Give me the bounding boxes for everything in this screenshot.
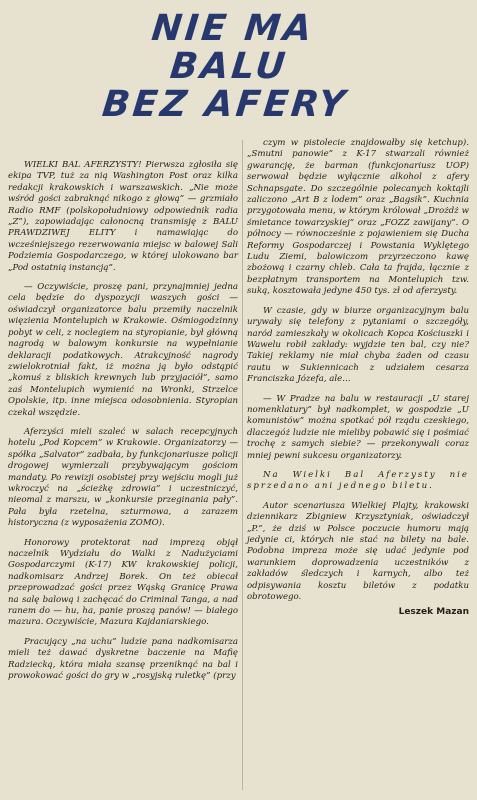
paragraph: W czasie, gdy w biurze organizacyjnym balu urywały się telefony z pytaniami o szczegóły, naród zamieszkały w okolicach Kopca Kościuszki i Wawelu robił zakłady: wyjdzie ten bal, czy nie? Takiej reklamy nie miał chyba żaden od czasu rautu w Sukiennicach z udziałem cesarza Franciszka Józefa, ale... bbox=[247, 305, 469, 385]
headline-line-3: BEZ AFERY bbox=[100, 84, 350, 125]
paragraph: Autor scenariusza Wielkiej Plajty, krakowski dziennikarz Zbigniew Krzysztyniak, oświadczył „P.”, że dziś w Polsce poczucie humoru mają jedynie ci, których nie stać na bilety na bale. Podobna impreza może się udać jedynie pod warunkiem doprowadzenia uczestników z zakładów śledczych i karnych, albo też odpisywania kosztu biletów z podatku obrotowego. bbox=[247, 500, 469, 603]
column-divider bbox=[242, 140, 243, 790]
paragraph: Pracujący „na uchu” ludzie pana nadkomisarza mieli też dawać dyskretne baczenie na Mafię Radziecką, która miała szansę przeniknąć na bal i prowokować gości do gry w „rosyjską ruletkę” (przy bbox=[8, 636, 238, 682]
paragraph: — W Pradze na balu w restauracji „U starej nomenklatury” był nadkomplet, w gospodzie „U komunistów” można spotkać pół rządu czeskiego, dlaczegóż ludzie nie mieliby pobawić się i pośmiać trochę z samych siebie? — przekonywali coraz mniej pewni sukcesu organizatorzy. bbox=[247, 393, 469, 461]
headline-line-2: BALU bbox=[168, 46, 290, 87]
paragraph: — Oczywiście, proszę pani, przynajmniej jedna cela będzie do dyspozycji waszych gości — oświadczył organizatorce balu przemiły naczelnik więzienia Montelupich w Krakowie. Ośmiogodzinny pobyt w celi, z noclegiem na styropianie, był główną nagrodą w balowym konkursie na wypełnianie deklaracji podatkowych. Atrakcyjność nagrody zwielokrotniał fakt, iż można ją było odstąpić „komuś z bliskich krewnych lub przyjaciół”, samo zaś Montelupich wymienić na Wronki, Strzelce Opolskie, itp. inne miejsca odosobnienia. Styropian czekał wszędzie. bbox=[8, 282, 238, 418]
left-column bbox=[8, 160, 238, 690]
right-column bbox=[247, 138, 469, 619]
headline-line-1: NIE MA bbox=[149, 8, 317, 49]
article-headline bbox=[98, 10, 360, 124]
paragraph: Na Wielki Bal Aferzysty nie sprzedano ani jednego biletu. bbox=[247, 469, 469, 492]
paragraph: Aferzyści mieli szaleć w salach recepcyjnych hotelu „Pod Kopcem” w Krakowie. Organizatorzy — spółka „Salvator” zadbała, by funkcjonariusze policji drogowej wymierzali przybywającym gościom mandaty. Po rewizji osobistej przy wejściu mogli już wkroczyć na „ścieżkę zdrowia” i uczestniczyć, nieomal z marszu, w „konkursie przeginania pały”. Pała była rzetelna, szturmowa, a zarazem historyczna (z wyposażenia ZOMO). bbox=[8, 426, 238, 529]
author-signature: Leszek Mazan bbox=[398, 607, 469, 618]
paragraph: czym w pistolecie znajdowałby się ketchup). „Smutni panowie” z K-17 stwarzali również gwarancję, że barman (funkcjonariusz UOP) serwował będzie wyłącznie alkohol z afery Schnapsgate. Do szczególnie polecanych koktajli zaliczono „Art B z lodem” oraz „Bagsik”. Kuchnia przygotowała menu, w którym królował „Drożdż w śmietance towarzyskiej” oraz „FOZZ zawijany”. O północy — równocześnie z pojawieniem się Ducha Reformy Gospodarczej i Powstania Wyklętego Ludu Ziemi, balowiczom przyrzeczono kawę zbożową i czarny chleb. Cała ta frajda, łącznie z bezpłatnym transportem na Montelupich tzw. suką, kosztowała jedyne 450 tys. zł od aferzysty. bbox=[247, 138, 469, 297]
paragraph: WIELKI BAL AFERZYSTY! Pierwsza zgłosiła się ekipa TVP, tuż za nią Washington Post oraz kilka redakcji krakowskich i warszawskich. „Nie może wśród gości zabraknąć nikogo z głową” — grzmiało Radio RMF (polskopołudniowy odpowiednik radia „Z”), zapowiadając całonocną transmisję z BALU PRAWDZIWEJ ELITY i namawiając do wcześniejszego rezerwowania miejsc w balowej Sali Podziemia Gospodarczego, w której ulokowano bar „Pod ostatnią instancją”. bbox=[8, 160, 238, 273]
paragraph: Honorowy protektorat nad imprezą objął naczelnik Wydziału do Walki z Nadużyciami Gospodarczymi (K-17) KW krakowskiej policji, nadkomisarz Andrzej Borek. On też obiecał przeprowadzać gości przez Wąską Granicę Prawa na salę balową i zachęcać do Criminal Tanga, a nad ranem do — hu, ha, panie proszą panów! — białego mazura. Oczywiście, Mazura Kajdaniarskiego. bbox=[8, 537, 238, 628]
